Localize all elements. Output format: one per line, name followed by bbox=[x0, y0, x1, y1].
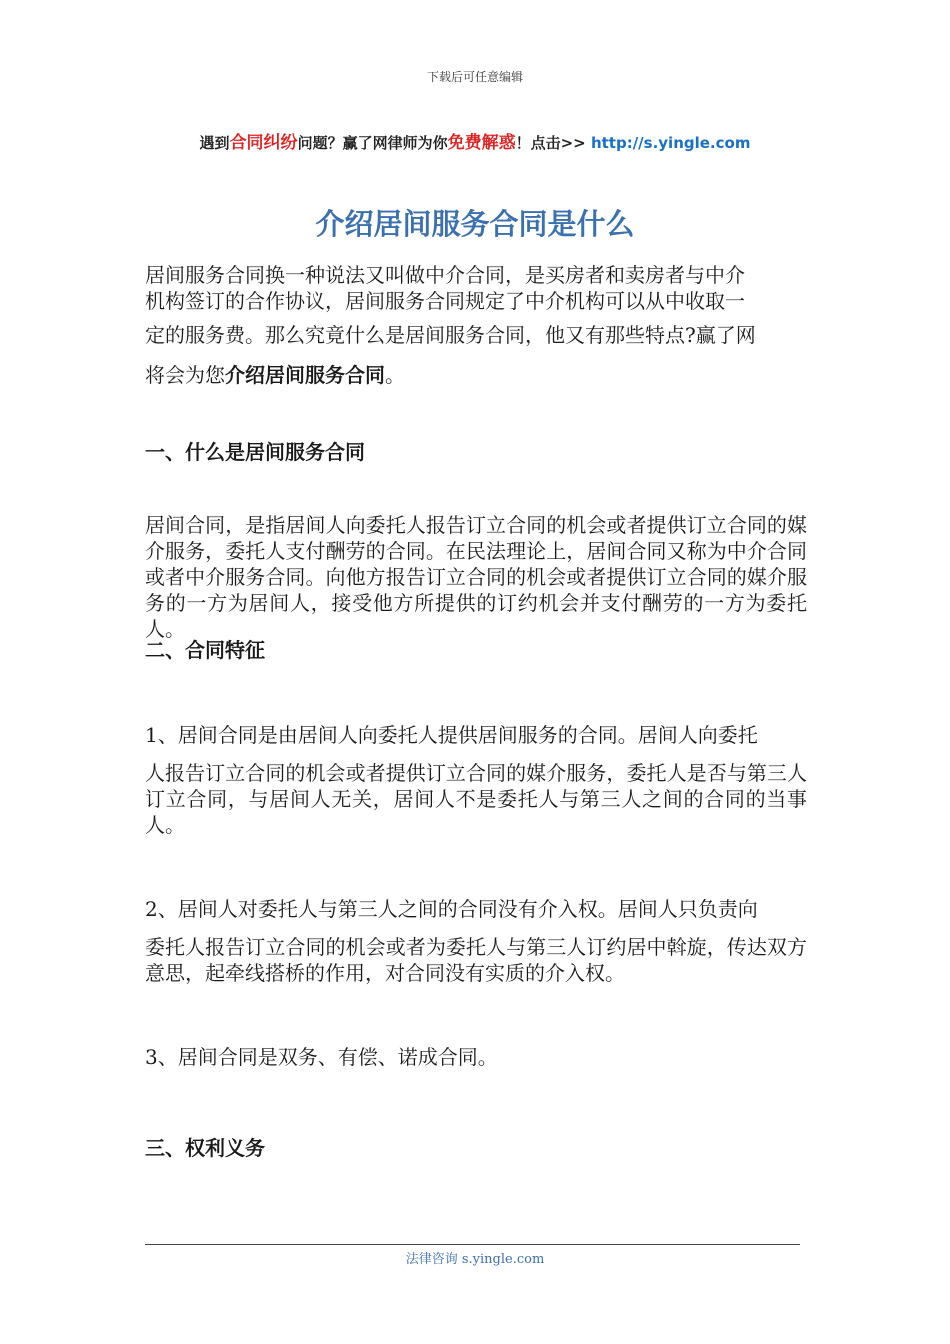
footer-divider bbox=[145, 1244, 800, 1245]
feature-2-line-1: 2、居间人对委托人与第三人之间的合同没有介入权。居间人只负责向 bbox=[145, 897, 758, 921]
feature-3: 3、居间合同是双务、有偿、诺成合同。 bbox=[145, 1045, 498, 1069]
intro-suffix: 。 bbox=[385, 363, 405, 387]
section-2-heading: 二、合同特征 bbox=[145, 638, 265, 662]
intro-line-1: 居间服务合同换一种说法又叫做中介合同，是买房者和卖房者与中介 bbox=[145, 263, 745, 287]
section-1-paragraph: 居间合同，是指居间人向委托人报告订立合同的机会或者提供订立合同的媒介服务，委托人支付酬劳的合同。在民法理论上，居间合同又称为中介合同或者中介服务合同。向他方报告订立合同的机会或者提供订立合同的媒介服务的一方为居间人，接受他方所提供的订约机会并支付酬劳的一方为委托人。 bbox=[145, 513, 807, 641]
promo-banner bbox=[0, 128, 950, 153]
promo-highlight-dispute: 合同纠纷 bbox=[229, 133, 298, 153]
intro-line-4 bbox=[145, 362, 807, 388]
intro-line-3: 定的服务费。那么究竟什么是居间服务合同，他又有那些特点?赢了网 bbox=[145, 323, 756, 347]
document-title: 介绍居间服务合同是什么 bbox=[315, 207, 635, 241]
header-note: 下载后可任意编辑 bbox=[426, 70, 523, 84]
promo-link[interactable]: http://s.yingle.com bbox=[590, 134, 751, 152]
promo-text-3: ！点击>> bbox=[515, 134, 591, 152]
section-3-heading: 三、权利义务 bbox=[145, 1136, 265, 1160]
promo-text-1: 遇到 bbox=[199, 134, 230, 152]
promo-highlight-free: 免费解惑 bbox=[447, 133, 516, 153]
feature-1-line-1: 1、居间合同是由居间人向委托人提供居间服务的合同。居间人向委托 bbox=[145, 723, 758, 747]
intro-bold: 介绍居间服务合同 bbox=[225, 363, 385, 387]
intro-line-2: 机构签订的合作协议，居间服务合同规定了中介机构可以从中收取一 bbox=[145, 289, 745, 313]
footer-text[interactable]: 法律咨询 s.yingle.com bbox=[405, 1252, 545, 1267]
intro-prefix: 将会为您 bbox=[145, 363, 225, 387]
feature-1-rest: 人报告订立合同的机会或者提供订立合同的媒介服务，委托人是否与第三人订立合同，与居间人无关，居间人不是委托人与第三人之间的合同的当事人。 bbox=[145, 761, 807, 837]
section-1-heading: 一、什么是居间服务合同 bbox=[145, 440, 365, 464]
promo-text-2: 问题？赢了网律师为你 bbox=[297, 134, 448, 152]
feature-2-rest: 委托人报告订立合同的机会或者为委托人与第三人订约居中斡旋，传达双方意思，起牵线搭桥的作用，对合同没有实质的介入权。 bbox=[145, 935, 807, 985]
